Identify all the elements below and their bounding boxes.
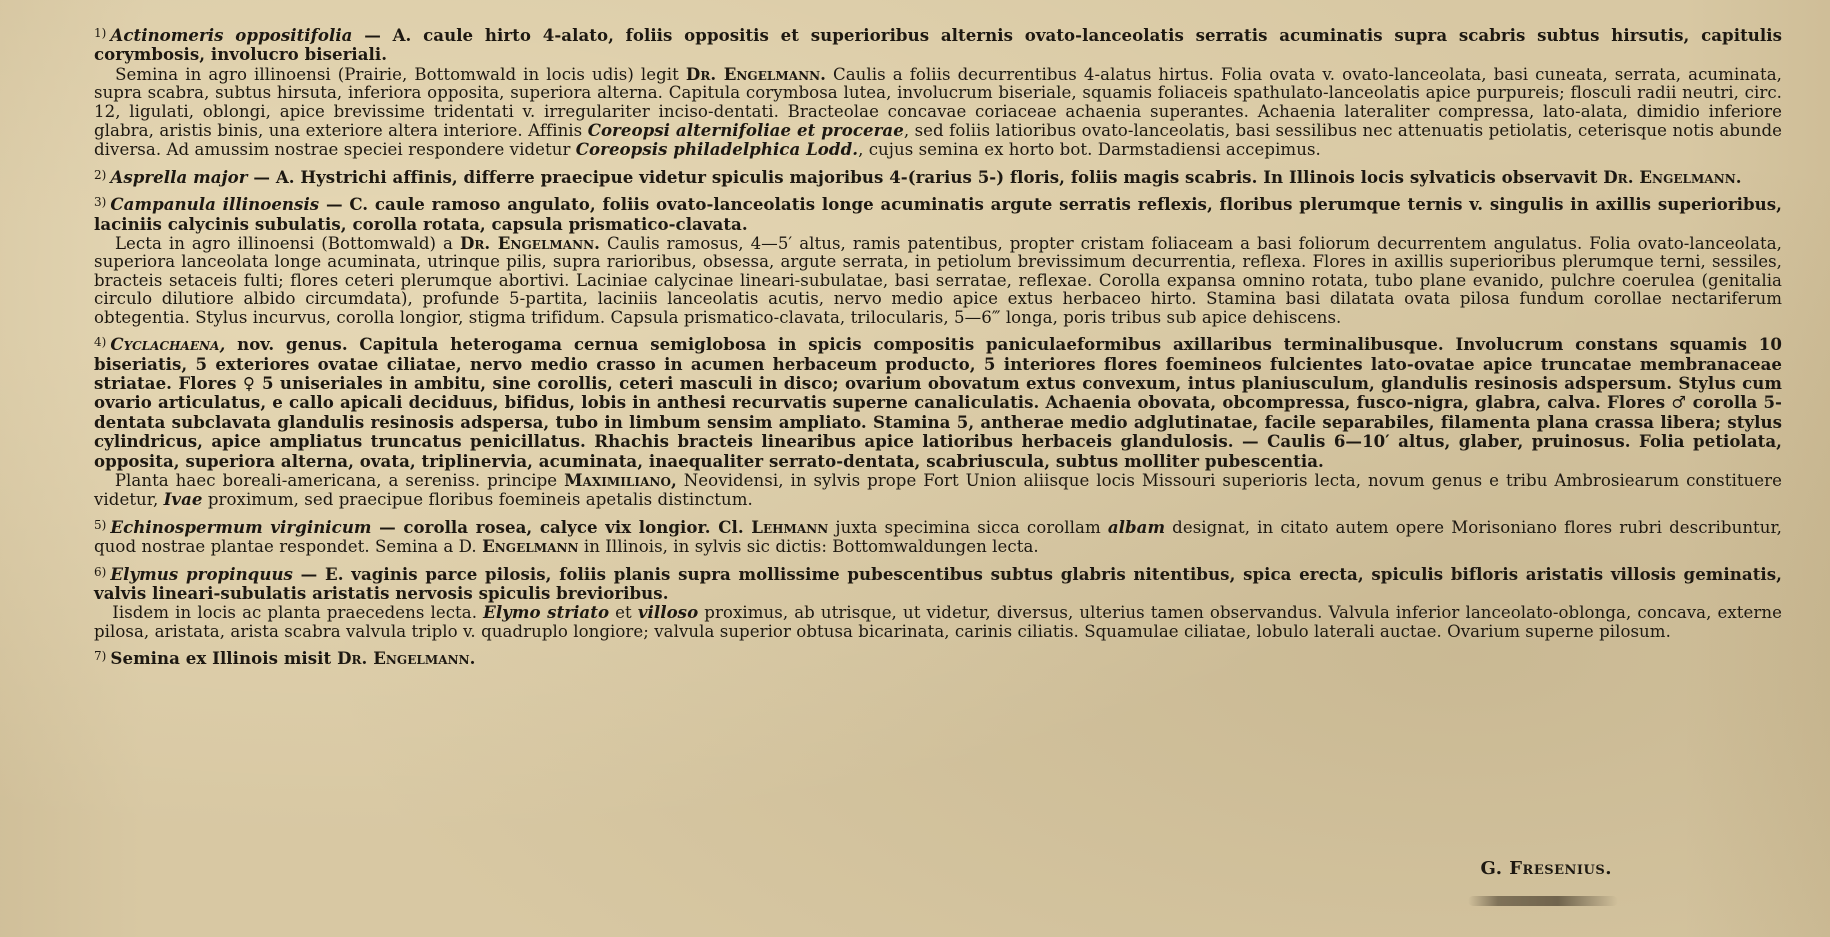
footnote-number: 4) bbox=[94, 335, 107, 350]
diagnosis-text: — A. Hystrichi affinis, differre praecipue videtur spiculis majoribus 4-(rarius 5-) floris, foliis magis scabris. In Illinois locis sylvaticis observavit bbox=[247, 166, 1604, 187]
collector-name: Maximiliano, bbox=[564, 469, 677, 490]
footnote-number: 6) bbox=[94, 564, 107, 579]
species-name: Campanula illinoensis bbox=[110, 194, 320, 215]
footnote-number: 2) bbox=[94, 167, 107, 182]
footnote-4-description: Planta haec boreali-americana, a sereniss. principe Maximiliano, Neovidensi, in sylvis prope Fort Union aliisque locis Missouri superioris lecta, novum genus e tribu Ambrosiearum constituere videtur, Ivae proximum, sed praecipue floribus foemineis apetalis distinctum. bbox=[94, 469, 1783, 510]
footnote-5 bbox=[94, 516, 1782, 557]
footnote-1 bbox=[94, 24, 1782, 160]
collector-name: Dr. Engelmann. bbox=[459, 233, 600, 254]
diagnosis-text: nov. genus. Capitula heterogama cernua semiglobosa in spicis compositis paniculaeformibus axillaribus terminalibusque. Involucrum constans squamis 10 biseriatis, 5 exteriores ovatae ciliatae, nervo medio crasso in acumen herbaceum producto, 5 interiores flores foemineos fulcientes lato-ovatae apice truncatae membranaceae striatae. Flores ♀ 5 uniseriales in ambitu, sine corollis, ceteri masculi in disco; ovarium obovatum extus convexum, intus planiusculum, glandulis resinosis adspersum. Stylus cum ovario articulatus, e callo apicali deciduus, bifidus, lobis in anthesi recurvatis superne canaliculatis. Achaenia obovata, obcompressa, fusco-nigra, glabra, calva. Flores ♂ corolla 5-dentata subclavata glandulis resinosis adspersa, tubo in limbum sensim ampliato. Stamina 5, antherae medio adglutinatae, facile separabiles, filamenta plana crassa libera; stylus cylindricus, apice ampliatus truncatus penicillatus. Rhachis bracteis linearibus apice latioribus herbaceis glandulosis. — Caulis 6—10′ altus, glaber, pruinosus. Folia petiolata, opposita, superiora alterna, ovata, triplinervia, acuminata, inaequaliter serrato-dentata, scabriuscula, subtus molliter pubescentia. bbox=[94, 334, 1782, 471]
species-name: Elymus propinquus bbox=[110, 563, 293, 584]
species-name: Echinospermum virginicum bbox=[110, 516, 372, 537]
footnote-6 bbox=[94, 563, 1782, 642]
footnote-7 bbox=[94, 647, 1782, 668]
footnote-2 bbox=[94, 166, 1782, 187]
footnote-2-diagnosis bbox=[94, 166, 1782, 187]
footnote-1-description: Semina in agro illinoensi (Prairie, Bottomwald in locis udis) legit Dr. Engelmann. Caulis a foliis decurrentibus 4-alatus hirtus. Folia ovata v. ovato-lanceolata, basi cuneata, serrata, acuminata, supra scabra, subtus hirsuta, inferiora opposita, superiora alterna. Capitula corymbosa lutea, involucrum biseriale, squamis foliaceis spathulato-lanceolatis apice purpureis; flosculi radii neutri, circ. 12, ligulati, oblongi, apice brevissime tridentati v. irregulariter inciso-dentati. Bracteolae concavae coriaceae achaenia superantes. Achaenia lateraliter compressa, lato-alata, dimidio inferiore glabra, aristis binis, una exteriore altera interiore. Affinis Coreopsi alternifoliae et procerae, sed foliis latioribus ovato-lanceolatis, basi sessilibus nec attenuatis petiolatis, ceterisque notis abunde diversa. Ad amussim nostrae speciei respondere videtur Coreopsis philadelphica Lodd., cujus semina ex horto bot. Darmstadiensi accepimus. bbox=[94, 63, 1782, 160]
footnote-3-diagnosis bbox=[94, 193, 1782, 234]
footnote-4 bbox=[94, 333, 1782, 510]
diagnosis-text: — C. caule ramoso angulato, foliis ovato-lanceolatis longe acuminatis argute serratis reflexis, floribus plerumque ternis v. singulis in axillis superioribus, laciniis calycinis subulatis, corolla rotata, capsula prismatico-clavata. bbox=[94, 194, 1782, 234]
footnote-3-description: Lecta in agro illinoensi (Bottomwald) a Dr. Engelmann. Caulis ramosus, 4—5′ altus, ramis patentibus, propter cristam foliaceam a basi foliorum decurrentem angulatus. Folia ovato-lanceolata, superiora lanceolata longe acuminata, utrinque pilis, supra rarioribus, obsessa, argute serrata, in petiolum brevissimum decurrentia, reflexa. Flores in axillis superioribus plerumque terni, sessiles, bracteis setaceis fulti; flores ceteri plerumque abortivi. Laciniae calycinae lineari-subulatae, basi serratae, reflexae. Corolla expansa omnino rotata, tubo plane evanido, pulchre coerulea (genitalia circulo dilutiore albido circumdata), profunde 5-partita, laciniis lanceolatis acutis, nervo medio apice extus herbaceo hirto. Stamina basi dilatata ovata pilosa fundum corollae nectariferum obtegentia. Stylus incurvus, corolla longior, stigma trifidum. Capsula prismatico-clavata, trilocularis, 5—6‴ longa, poris tribus sub apice dehiscens. bbox=[94, 233, 1783, 327]
diagnosis-text: — A. caule hirto 4-alato, foliis oppositis et superioribus alternis ovato-lanceolatis serratis acuminatis supra scabris subtus hirsutis, capitulis corymbosis, involucro biseriali. bbox=[94, 25, 1782, 65]
ink-smudge bbox=[1468, 896, 1618, 906]
cited-taxon: Elymo striato bbox=[483, 602, 610, 623]
footnote-1-diagnosis bbox=[94, 24, 1782, 65]
cited-taxon: Coreopsi alternifoliae et procerae bbox=[587, 120, 904, 141]
footnote-number: 5) bbox=[94, 517, 107, 532]
footnote-number: 7) bbox=[94, 649, 107, 664]
collector-name: Dr. Engelmann. bbox=[1603, 166, 1742, 187]
footnote-4-diagnosis bbox=[94, 333, 1782, 471]
footnote-6-diagnosis bbox=[94, 563, 1782, 604]
species-name: Asprella major bbox=[110, 166, 248, 187]
cited-taxon: Ivae bbox=[163, 489, 203, 510]
footnote-3 bbox=[94, 193, 1782, 327]
diagnosis-text: — E. vaginis parce pilosis, foliis planis supra mollissime pubescentibus subtus glabris nitentibus, spica erecta, spiculis bifloris aristatis villosis geminatis, valvis lineari-subulatis aristatis nervosis spiculis brevioribus. bbox=[94, 563, 1782, 603]
genus-name: Cyclachaena, bbox=[110, 334, 226, 355]
cited-taxon: villoso bbox=[637, 602, 699, 623]
footnote-7-text: $^{7)}$ Semina ex Illinois misit Dr. Engelmann. bbox=[94, 648, 476, 669]
collector-name: Dr. Engelmann. bbox=[685, 63, 826, 84]
author-signature: G. Fresenius. bbox=[1480, 858, 1612, 879]
footnote-6-description: Iisdem in locis ac planta praecedens lecta. Elymo striato et villoso proximus, ab utrisque, ut videtur, diversus, ulterius tamen observandus. Valvula inferior lanceolato-oblonga, concava, externe pilosa, aristata, arista scabra valvula triplo v. quadruplo longiore; valvula superior obtusa bicarinata, carinis ciliatis. Squamulae ciliatae, lobulo laterali auctae. Ovarium superne pilosum. bbox=[94, 602, 1782, 641]
collector-name: Engelmann bbox=[482, 536, 579, 557]
footnote-5-text: $^{5)}$ Echinospermum virginicum — corolla rosea, calyce vix longior. Cl. Lehmann juxta specimina sicca corollam albam designat, in citato autem opere Morisoniano flores rubri describuntur, quod nostrae plantae respondet. Semina a D. Engelmann in Illinois, in sylvis sic dictis: Bottomwaldungen lecta. bbox=[94, 516, 1782, 557]
emphasis-word: albam bbox=[1107, 516, 1166, 537]
footnote-number: 3) bbox=[94, 195, 107, 210]
species-name: Actinomeris oppositifolia bbox=[110, 25, 353, 45]
cited-taxon: Coreopsis philadelphica Lodd. bbox=[575, 139, 859, 160]
collector-name: Dr. Engelmann. bbox=[337, 648, 476, 669]
author-name: Lehmann bbox=[751, 516, 829, 537]
footnote-number: 1) bbox=[94, 26, 107, 40]
